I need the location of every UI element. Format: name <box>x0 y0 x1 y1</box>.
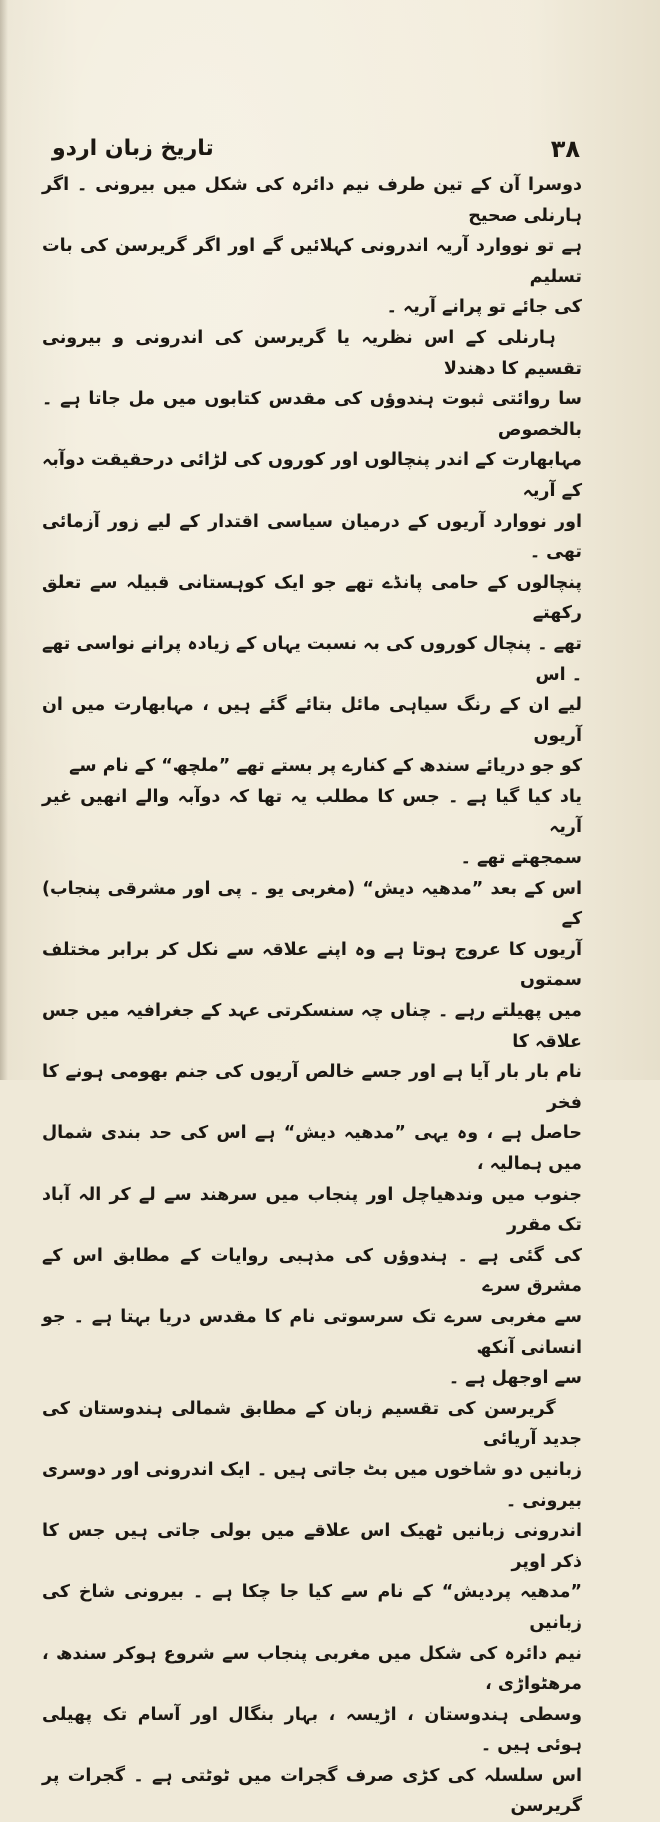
paragraph: دوسرا آن کے تین طرف نیم دائرہ کی شکل میں بیرونی ۔ اگر ہارنلی صحیح ہے تو نووارد آریہ اندرونی کہلائیں گے اور اگر گریرسن کی بات تسلیم کی جائے تو پرانے آریہ ۔ <box>42 175 582 318</box>
page-header <box>52 132 580 172</box>
paragraph: اس کے بعد ”مدھیہ دیش“ (مغربی یو ۔ پی اور مشرقی پنجاب) کے آریوں کا عروج ہوتا ہے وہ اپنے علاقہ سے نکل کر برابر مختلف سمتوں میں پھیلتے رہے ۔ چناں چہ سنسکرتی عہد کے جغرافیہ میں جس علاقہ کا نام بار بار آیا ہے اور جسے خالص آریوں کی جنم بھومی ہونے کا فخر حاصل ہے ، وہ یہی ”مدھیہ دیش“ ہے اس کی حد بندی شمال میں ہمالیہ ، جنوب میں وندھیاچل اور پنجاب میں سرھند سے لے کر الہ آباد تک مقرر کی گئی ہے ۔ ہندوؤں کی مذہبی روایات کے مطابق اس کے مشرق سرے سے مغربی سرے تک سرسوتی نام کا مقدس دریا بہتا ہے ۔ جو انسانی آنکھ سے اوجھل ہے ۔ <box>42 878 582 1389</box>
spine-shadow <box>0 0 8 1080</box>
page-number: ۳۸ <box>550 135 580 163</box>
paragraph: ہارنلی کے اس نظریہ یا گریرسن کی اندرونی و بیرونی تقسیم کا دھندلا سا روائتی ثبوت ہندوؤں کی مقدس کتابوں میں مل جاتا ہے ۔ بالخصوص مہابھارت کے اندر پنچالوں اور کوروں کی لڑائی درحقیقت دوآبہ کے آریہ اور نووارد آریوں کے درمیان سیاسی اقتدار کے لیے زور آزمائی تھی ۔ پنچالوں کے حامی پانڈے تھے جو ایک کوہستانی قبیلہ سے تعلق رکھتے تھے ۔ پنچال کوروں کی بہ نسبت یہاں کے زیادہ پرانے نواسی تھے ۔ اس لیے ان کے رنگ سیاہی مائل بتائے گئے ہیں ، مہابھارت میں ان آریوں کو جو دریائے سندھ کے کنارے پر بستے تھے ”ملچھ“ کے نام سے یاد کیا گیا ہے ۔ جس کا مطلب یہ تھا کہ دوآبہ والے انھیں غیر آریہ سمجھتے تھے ۔ <box>42 327 582 869</box>
paragraph: گریرسن کی تقسیم زبان کے مطابق شمالی ہندوستان کی جدید آریائی زبانیں دو شاخوں میں بٹ جاتی ہیں ۔ ایک اندرونی اور دوسری بیرونی ۔ اندرونی زبانیں ٹھیک اس علاقے میں بولی جاتی ہیں جس کا ذکر اوپر ”مدھیہ پردیش“ کے نام سے کیا جا چکا ہے ۔ بیرونی شاخ کی زبانیں نیم دائرہ کی شکل میں مغربی پنجاب سے شروع ہوکر سندھ ، مرھٹواڑی ، وسطی ہندوستان ، اڑیسہ ، بہار بنگال اور آسام تک پھیلی ہوئی ہیں ۔ اس سلسلہ کی کڑی صرف گجرات میں ٹوٹتی ہے ۔ گجرات پر گریرسن <box>42 1398 582 1817</box>
body-text <box>42 170 582 1822</box>
running-title: تاریخ زبان اردو <box>52 136 214 161</box>
